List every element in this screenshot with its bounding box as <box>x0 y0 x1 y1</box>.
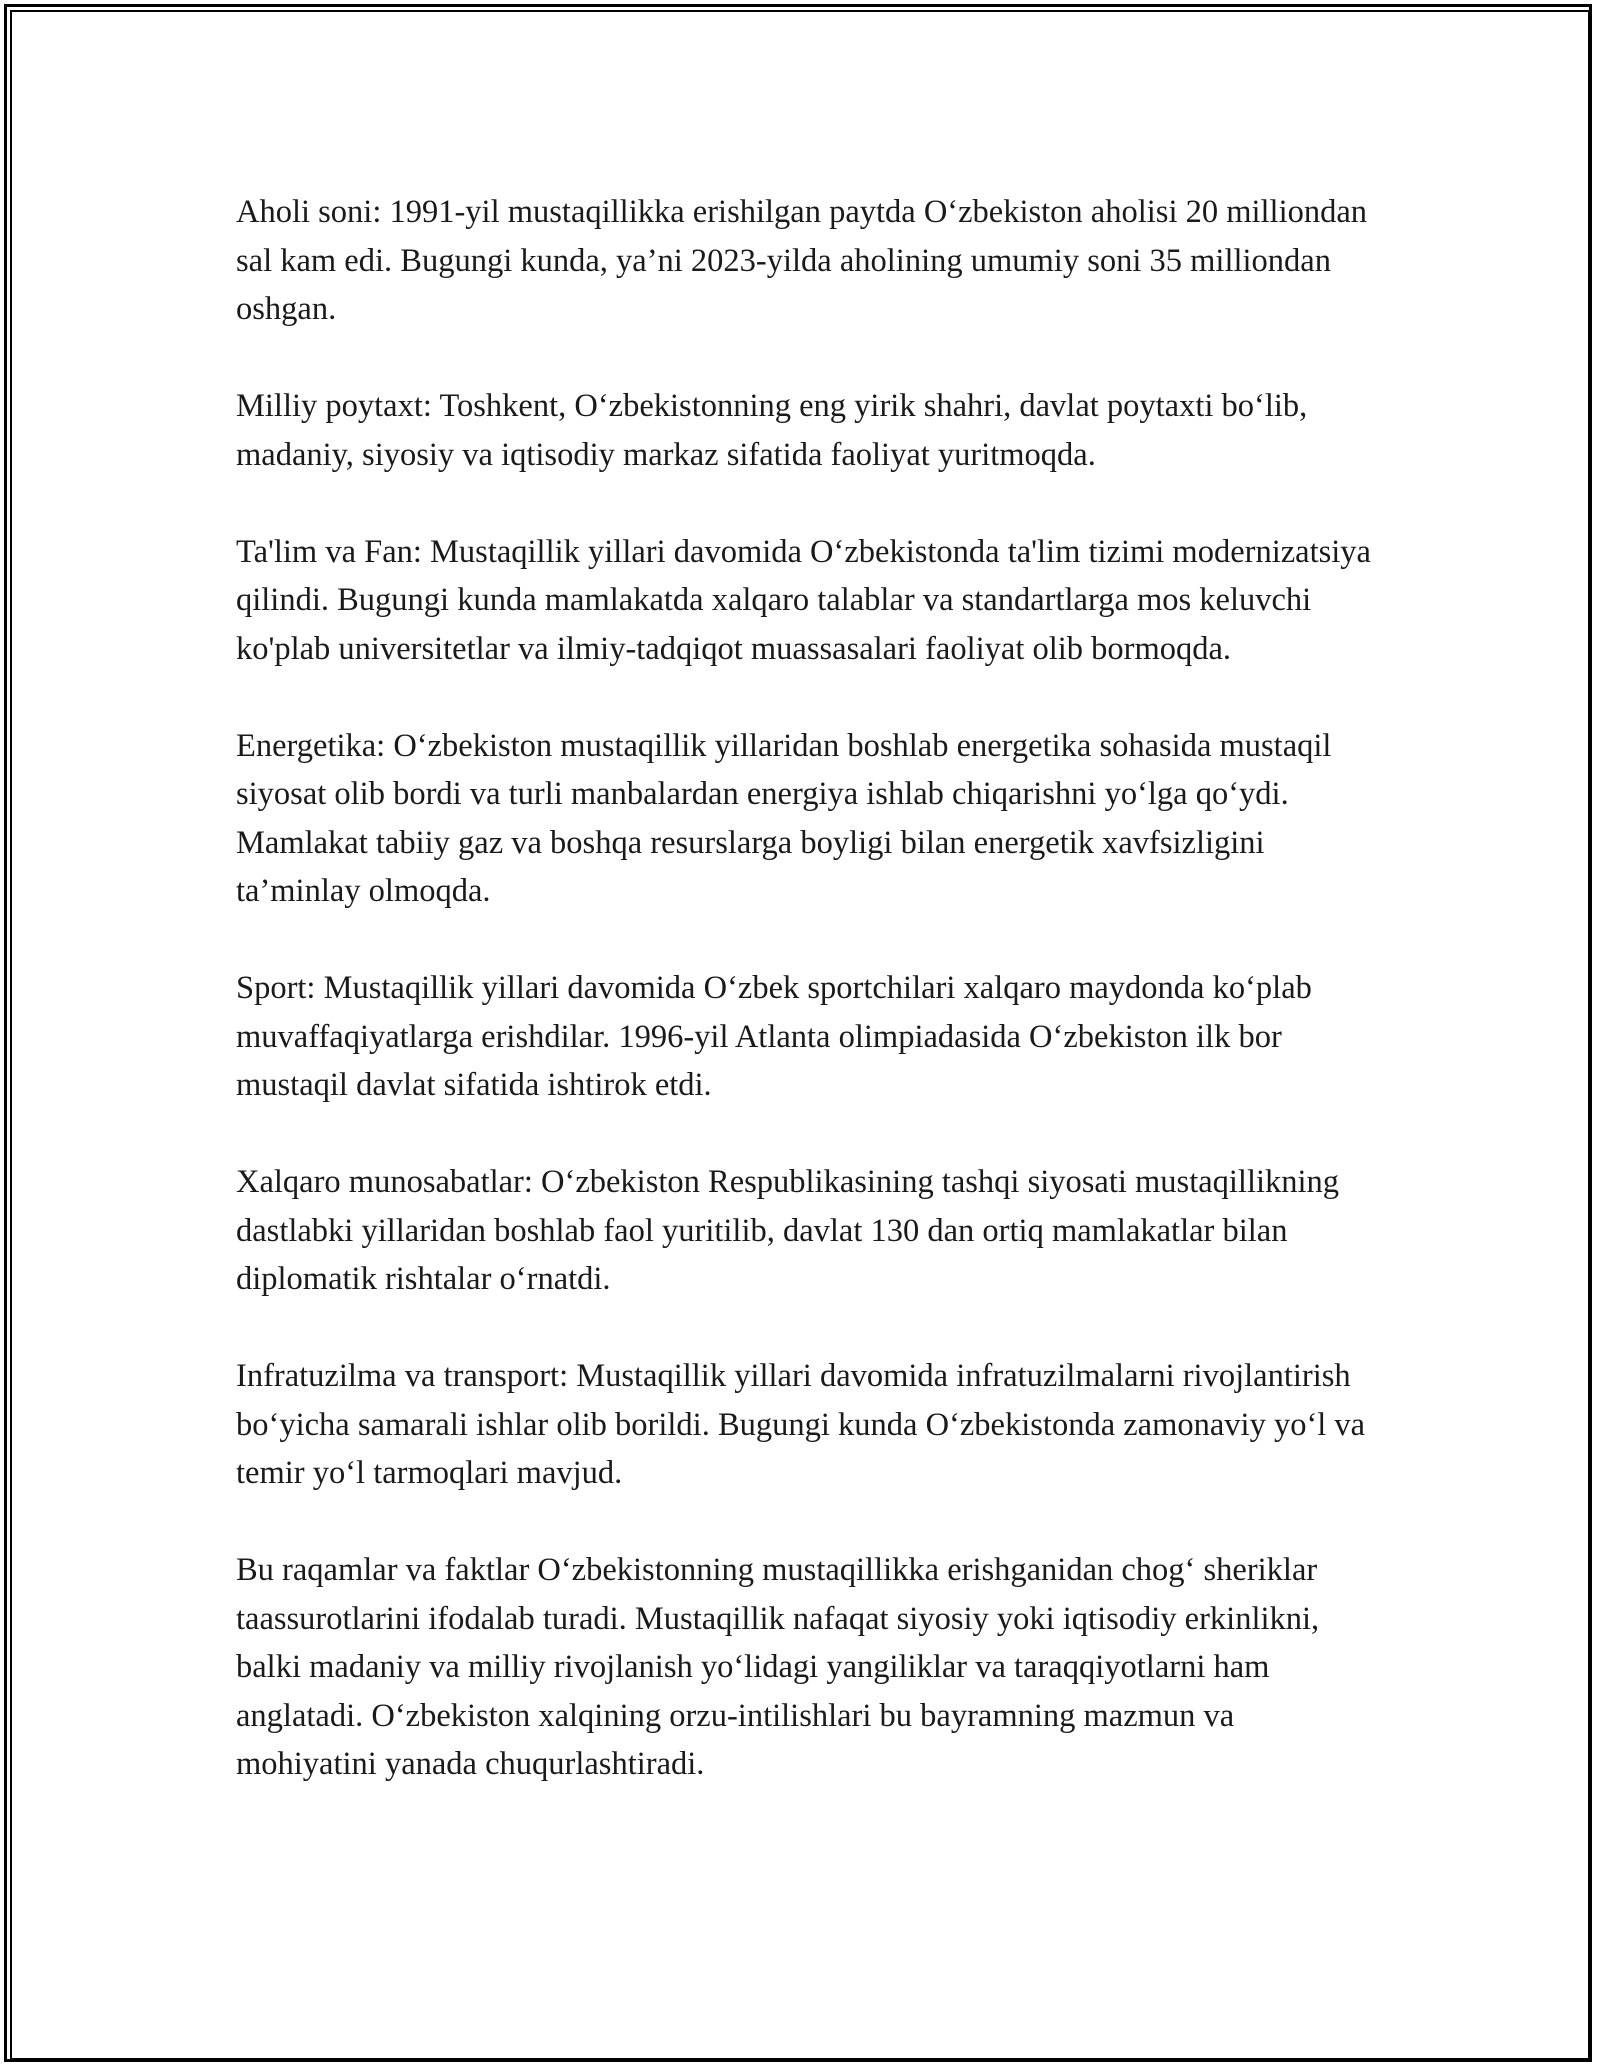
document-body <box>236 188 1376 1837</box>
paragraph-capital: Milliy poytaxt: Toshkent, O‘zbekistonning eng yirik shahri, davlat poytaxti bo‘lib, madaniy, siyosiy va iqtisodiy markaz sifatida faoliyat yuritmoqda. <box>236 388 1308 473</box>
paragraph-education: Ta'lim va Fan: Mustaqillik yillari davomida O‘zbekistonda ta'lim tizimi modernizatsiya qilindi. Bugungi kunda mamlakatda xalqaro talablar va standartlarga mos keluvchi ko'plab universitetlar va ilmiy-tadqiqot muassasalari faoliyat olib bormoqda. <box>236 533 1371 667</box>
paragraph-sport: Sport: Mustaqillik yillari davomida O‘zbek sportchilari xalqaro maydonda ko‘plab muvaffaqiyatlarga erishdilar. 1996-yil Atlanta olimpiadasida O‘zbekiston ilk bor mustaqil davlat sifatida ishtirok etdi. <box>236 970 1312 1103</box>
paragraph-conclusion: Bu raqamlar va faktlar O‘zbekistonning mustaqillikka erishganidan chog‘ sheriklar taassurotlarini ifodalab turadi. Mustaqillik nafaqat siyosiy yoki iqtisodiy erkinlikni, balki madaniy va milliy rivojlanish yo‘lidagi yangiliklar va taraqqiyotlarni ham anglatadi. O‘zbekiston xalqining orzu-intilishlari bu bayramning mazmun va mohiyatini yanada chuqurlashtiradi. <box>236 1552 1320 1782</box>
paragraph-international-relations: Xalqaro munosabatlar: O‘zbekiston Respublikasining tashqi siyosati mustaqillikning dastlabki yillaridan boshlab faol yuritilib, davlat 130 dan ortiq mamlakatlar bilan diplomatik rishtalar o‘rnatdi. <box>236 1164 1340 1297</box>
paragraph-population: Aholi soni: 1991-yil mustaqillikka erishilgan paytda O‘zbekiston aholisi 20 milliondan sal kam edi. Bugungi kunda, ya’ni 2023-yilda aholining umumiy soni 35 milliondan oshgan. <box>236 194 1368 327</box>
paragraph-energy: Energetika: O‘zbekiston mustaqillik yillaridan boshlab energetika sohasida mustaqil siyosat olib bordi va turli manbalardan energiya ishlab chiqarishni yo‘lga qo‘ydi. Mamlakat tabiiy gaz va boshqa resurslarga boyligi bilan energetik xavfsizligini ta’minlay olmoqda. <box>236 727 1332 909</box>
paragraph-infrastructure: Infratuzilma va transport: Mustaqillik yillari davomida infratuzilmalarni rivojlantirish bo‘yicha samarali ishlar olib borildi. Bugungi kunda O‘zbekistonda zamonaviy yo‘l va temir yo‘l tarmoqlari mavjud. <box>236 1358 1366 1491</box>
